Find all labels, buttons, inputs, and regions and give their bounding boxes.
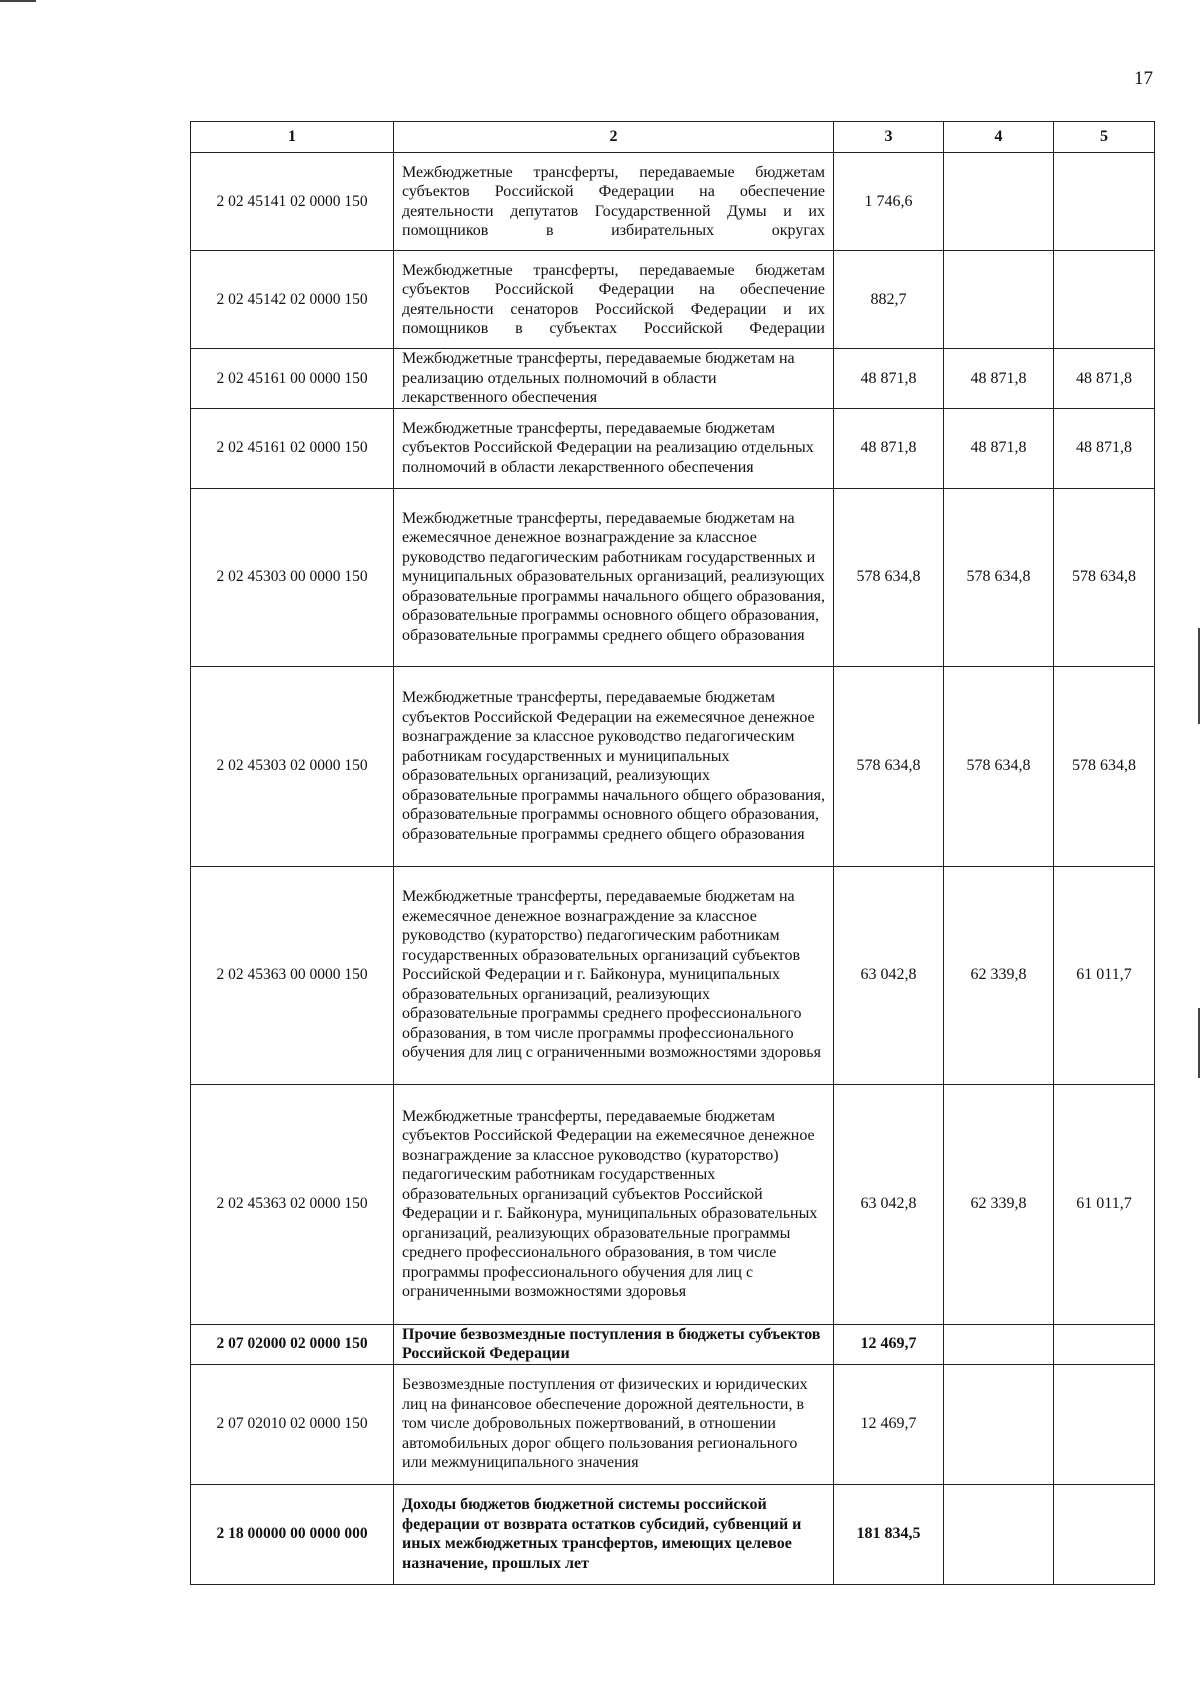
- value-col-5: [1054, 1484, 1155, 1584]
- value-col-4: 62 339,8: [944, 866, 1054, 1084]
- budget-table: [190, 121, 1155, 1585]
- row-description: Межбюджетные трансферты, передаваемые бюджетам на ежемесячное денежное вознаграждение за классное руководство педагогическим работникам государственных и муниципальных образовательных организаций, реализующих образовательные программы начального общего образования, образовательные программы основного общего образования, образовательные программы среднего общего образования: [394, 488, 834, 666]
- value-col-4: 62 339,8: [944, 1084, 1054, 1324]
- value-col-3: 578 634,8: [834, 488, 944, 666]
- table-row: [191, 866, 1155, 1084]
- value-col-5: [1054, 153, 1155, 251]
- value-col-4: 578 634,8: [944, 666, 1054, 866]
- row-description: Межбюджетные трансферты, передаваемые бюджетам субъектов Российской Федерации на обеспечение деятельности депутатов Государственной Думы и их помощников в избирательных округах: [394, 153, 834, 251]
- value-col-5: [1054, 1324, 1155, 1364]
- budget-code: 2 02 45141 02 0000 150: [191, 153, 394, 251]
- table-row: [191, 153, 1155, 251]
- row-description: Межбюджетные трансферты, передаваемые бюджетам субъектов Российской Федерации на реализацию отдельных полномочий в области лекарственного обеспечения: [394, 408, 834, 488]
- budget-code: 2 02 45303 00 0000 150: [191, 488, 394, 666]
- value-col-3: 1 746,6: [834, 153, 944, 251]
- row-description: Межбюджетные трансферты, передаваемые бюджетам субъектов Российской Федерации на ежемесячное денежное вознаграждение за классное руководство (кураторство) педагогическим работникам государственных образовательных организаций субъектов Российской Федерации и г. Байконура, муниципальных образовательных организаций, реализующих образовательные программы среднего профессионального образования, в том числе программы профессионального обучения для лиц с ограниченными возможностями здоровья: [394, 1084, 834, 1324]
- value-col-5: 578 634,8: [1054, 488, 1155, 666]
- row-description: Доходы бюджетов бюджетной системы российской федерации от возврата остатков субсидий, субвенций и иных межбюджетных трансфертов, имеющих целевое назначение, прошлых лет: [394, 1484, 834, 1584]
- budget-code: 2 02 45161 00 0000 150: [191, 349, 394, 409]
- table-row: [191, 251, 1155, 349]
- budget-code: 2 02 45161 02 0000 150: [191, 408, 394, 488]
- value-col-3: 578 634,8: [834, 666, 944, 866]
- value-col-4: 48 871,8: [944, 349, 1054, 409]
- table-row: [191, 1484, 1155, 1584]
- table-header-row: [191, 122, 1155, 153]
- row-description: Межбюджетные трансферты, передаваемые бюджетам субъектов Российской Федерации на обеспечение деятельности сенаторов Российской Федерации и их помощников в субъектах Российской Федерации: [394, 251, 834, 349]
- row-description: Безвозмездные поступления от физических и юридических лиц на финансовое обеспечение дорожной деятельности, в том числе добровольных пожертвований, в отношении автомобильных дорог общего пользования регионального или межмуниципального значения: [394, 1364, 834, 1484]
- value-col-5: 578 634,8: [1054, 666, 1155, 866]
- budget-code: 2 07 02000 02 0000 150: [191, 1324, 394, 1364]
- budget-code: 2 02 45142 02 0000 150: [191, 251, 394, 349]
- header-col-4: 4: [944, 122, 1054, 153]
- table-row: [191, 1364, 1155, 1484]
- row-description: Межбюджетные трансферты, передаваемые бюджетам на ежемесячное денежное вознаграждение за классное руководство (кураторство) педагогическим работникам государственных образовательных организаций субъектов Российской Федерации и г. Байконура, муниципальных образовательных организаций, реализующих образовательные программы среднего профессионального образования, в том числе программы профессионального обучения для лиц с ограниченными возможностями здоровья: [394, 866, 834, 1084]
- value-col-4: 578 634,8: [944, 488, 1054, 666]
- table-row: [191, 408, 1155, 488]
- value-col-3: 63 042,8: [834, 866, 944, 1084]
- value-col-4: [944, 1364, 1054, 1484]
- table-row: [191, 1084, 1155, 1324]
- value-col-4: [944, 251, 1054, 349]
- value-col-5: 61 011,7: [1054, 866, 1155, 1084]
- value-col-5: [1054, 1364, 1155, 1484]
- value-col-5: [1054, 251, 1155, 349]
- header-col-3: 3: [834, 122, 944, 153]
- row-description: Прочие безвозмездные поступления в бюджеты субъектов Российской Федерации: [394, 1324, 834, 1364]
- value-col-3: 12 469,7: [834, 1364, 944, 1484]
- value-col-3: 181 834,5: [834, 1484, 944, 1584]
- value-col-3: 48 871,8: [834, 349, 944, 409]
- value-col-3: 882,7: [834, 251, 944, 349]
- value-col-4: [944, 153, 1054, 251]
- budget-code: 2 18 00000 00 0000 000: [191, 1484, 394, 1584]
- table-row: [191, 349, 1155, 409]
- value-col-4: 48 871,8: [944, 408, 1054, 488]
- value-col-5: 61 011,7: [1054, 1084, 1155, 1324]
- budget-code: 2 02 45303 02 0000 150: [191, 666, 394, 866]
- value-col-4: [944, 1324, 1054, 1364]
- budget-code: 2 02 45363 02 0000 150: [191, 1084, 394, 1324]
- scan-edge-mark: [0, 0, 36, 2]
- row-description: Межбюджетные трансферты, передаваемые бюджетам субъектов Российской Федерации на ежемесячное денежное вознаграждение за классное руководство педагогическим работникам государственных и муниципальных образовательных организаций, реализующих образовательные программы начального общего образования, образовательные программы основного общего образования, образовательные программы среднего общего образования: [394, 666, 834, 866]
- row-description: Межбюджетные трансферты, передаваемые бюджетам на реализацию отдельных полномочий в области лекарственного обеспечения: [394, 349, 834, 409]
- budget-code: 2 07 02010 02 0000 150: [191, 1364, 394, 1484]
- header-col-1: 1: [191, 122, 394, 153]
- header-col-2: 2: [394, 122, 834, 153]
- table-row: [191, 488, 1155, 666]
- value-col-3: 48 871,8: [834, 408, 944, 488]
- value-col-3: 63 042,8: [834, 1084, 944, 1324]
- value-col-5: 48 871,8: [1054, 349, 1155, 409]
- page-number: 17: [1134, 68, 1153, 89]
- header-col-5: 5: [1054, 122, 1155, 153]
- table-row: [191, 1324, 1155, 1364]
- budget-code: 2 02 45363 00 0000 150: [191, 866, 394, 1084]
- value-col-5: 48 871,8: [1054, 408, 1155, 488]
- table-row: [191, 666, 1155, 866]
- value-col-3: 12 469,7: [834, 1324, 944, 1364]
- value-col-4: [944, 1484, 1054, 1584]
